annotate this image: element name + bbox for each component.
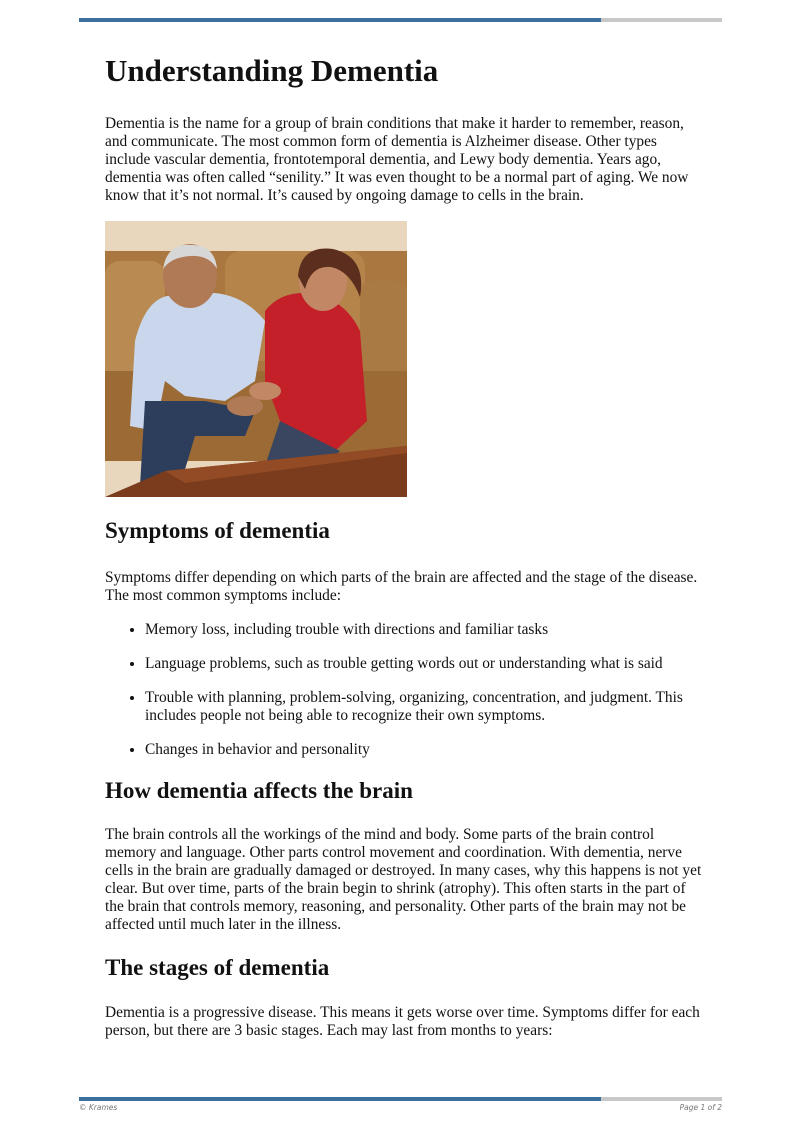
page-number: Page 1 of 2 [679, 1103, 722, 1112]
list-item: • Trouble with planning, problem-solving, organizing, concentration, and judgment. This includes people not being able to recognize their own symptoms. [145, 689, 705, 725]
page-title: Understanding Dementia [105, 53, 439, 88]
header-rule-accent [79, 18, 601, 22]
symptoms-list [105, 621, 705, 759]
footer-rule-accent [79, 1097, 601, 1101]
footer-rule [79, 1097, 722, 1101]
article [105, 52, 705, 1040]
list-item: • Memory loss, including trouble with directions and familiar tasks [145, 621, 705, 639]
list-item: • Changes in behavior and personality [145, 741, 705, 759]
brain-paragraph: The brain controls all the workings of the mind and body. Some parts of the brain control memory and language. Other parts control movement and coordination. With dementia, nerve cells in the brain are gradually damaged or destroyed. In many cases, why this happens is not yet clear. But over time, parts of the brain begin to shrink (atrophy). This often starts in the part of the brain that controls memory, reasoning, and personality. Other parts of the brain may not be affected until much later in the illness. [105, 826, 702, 934]
header-rule [79, 18, 722, 22]
brain-heading: How dementia affects the brain [105, 777, 413, 803]
copyright: © Krames [79, 1103, 118, 1112]
symptoms-intro: Symptoms differ depending on which parts of the brain are affected and the stage of the disease. The most common symptoms include: [105, 568, 698, 604]
list-item: • Language problems, such as trouble getting words out or understanding what is said [145, 655, 705, 673]
symptoms-heading: Symptoms of dementia [105, 518, 330, 544]
stages-heading: The stages of dementia [105, 955, 330, 981]
intro-paragraph: Dementia is the name for a group of brain conditions that make it harder to remember, reason, and communicate. The most common form of dementia is Alzheimer disease. Other types include vascular dementia, frontotemporal dementia, and Lewy body dementia. Years ago, dementia was often called “senility.” It was even thought to be a normal part of aging. We now know that it’s not normal. It’s caused by ongoing damage to cells in the brain. [105, 115, 689, 205]
couple-photo [105, 221, 407, 497]
stages-paragraph: Dementia is a progressive disease. This means it gets worse over time. Symptoms differ for each person, but there are 3 basic stages. Each may last from months to years: [105, 1003, 700, 1039]
